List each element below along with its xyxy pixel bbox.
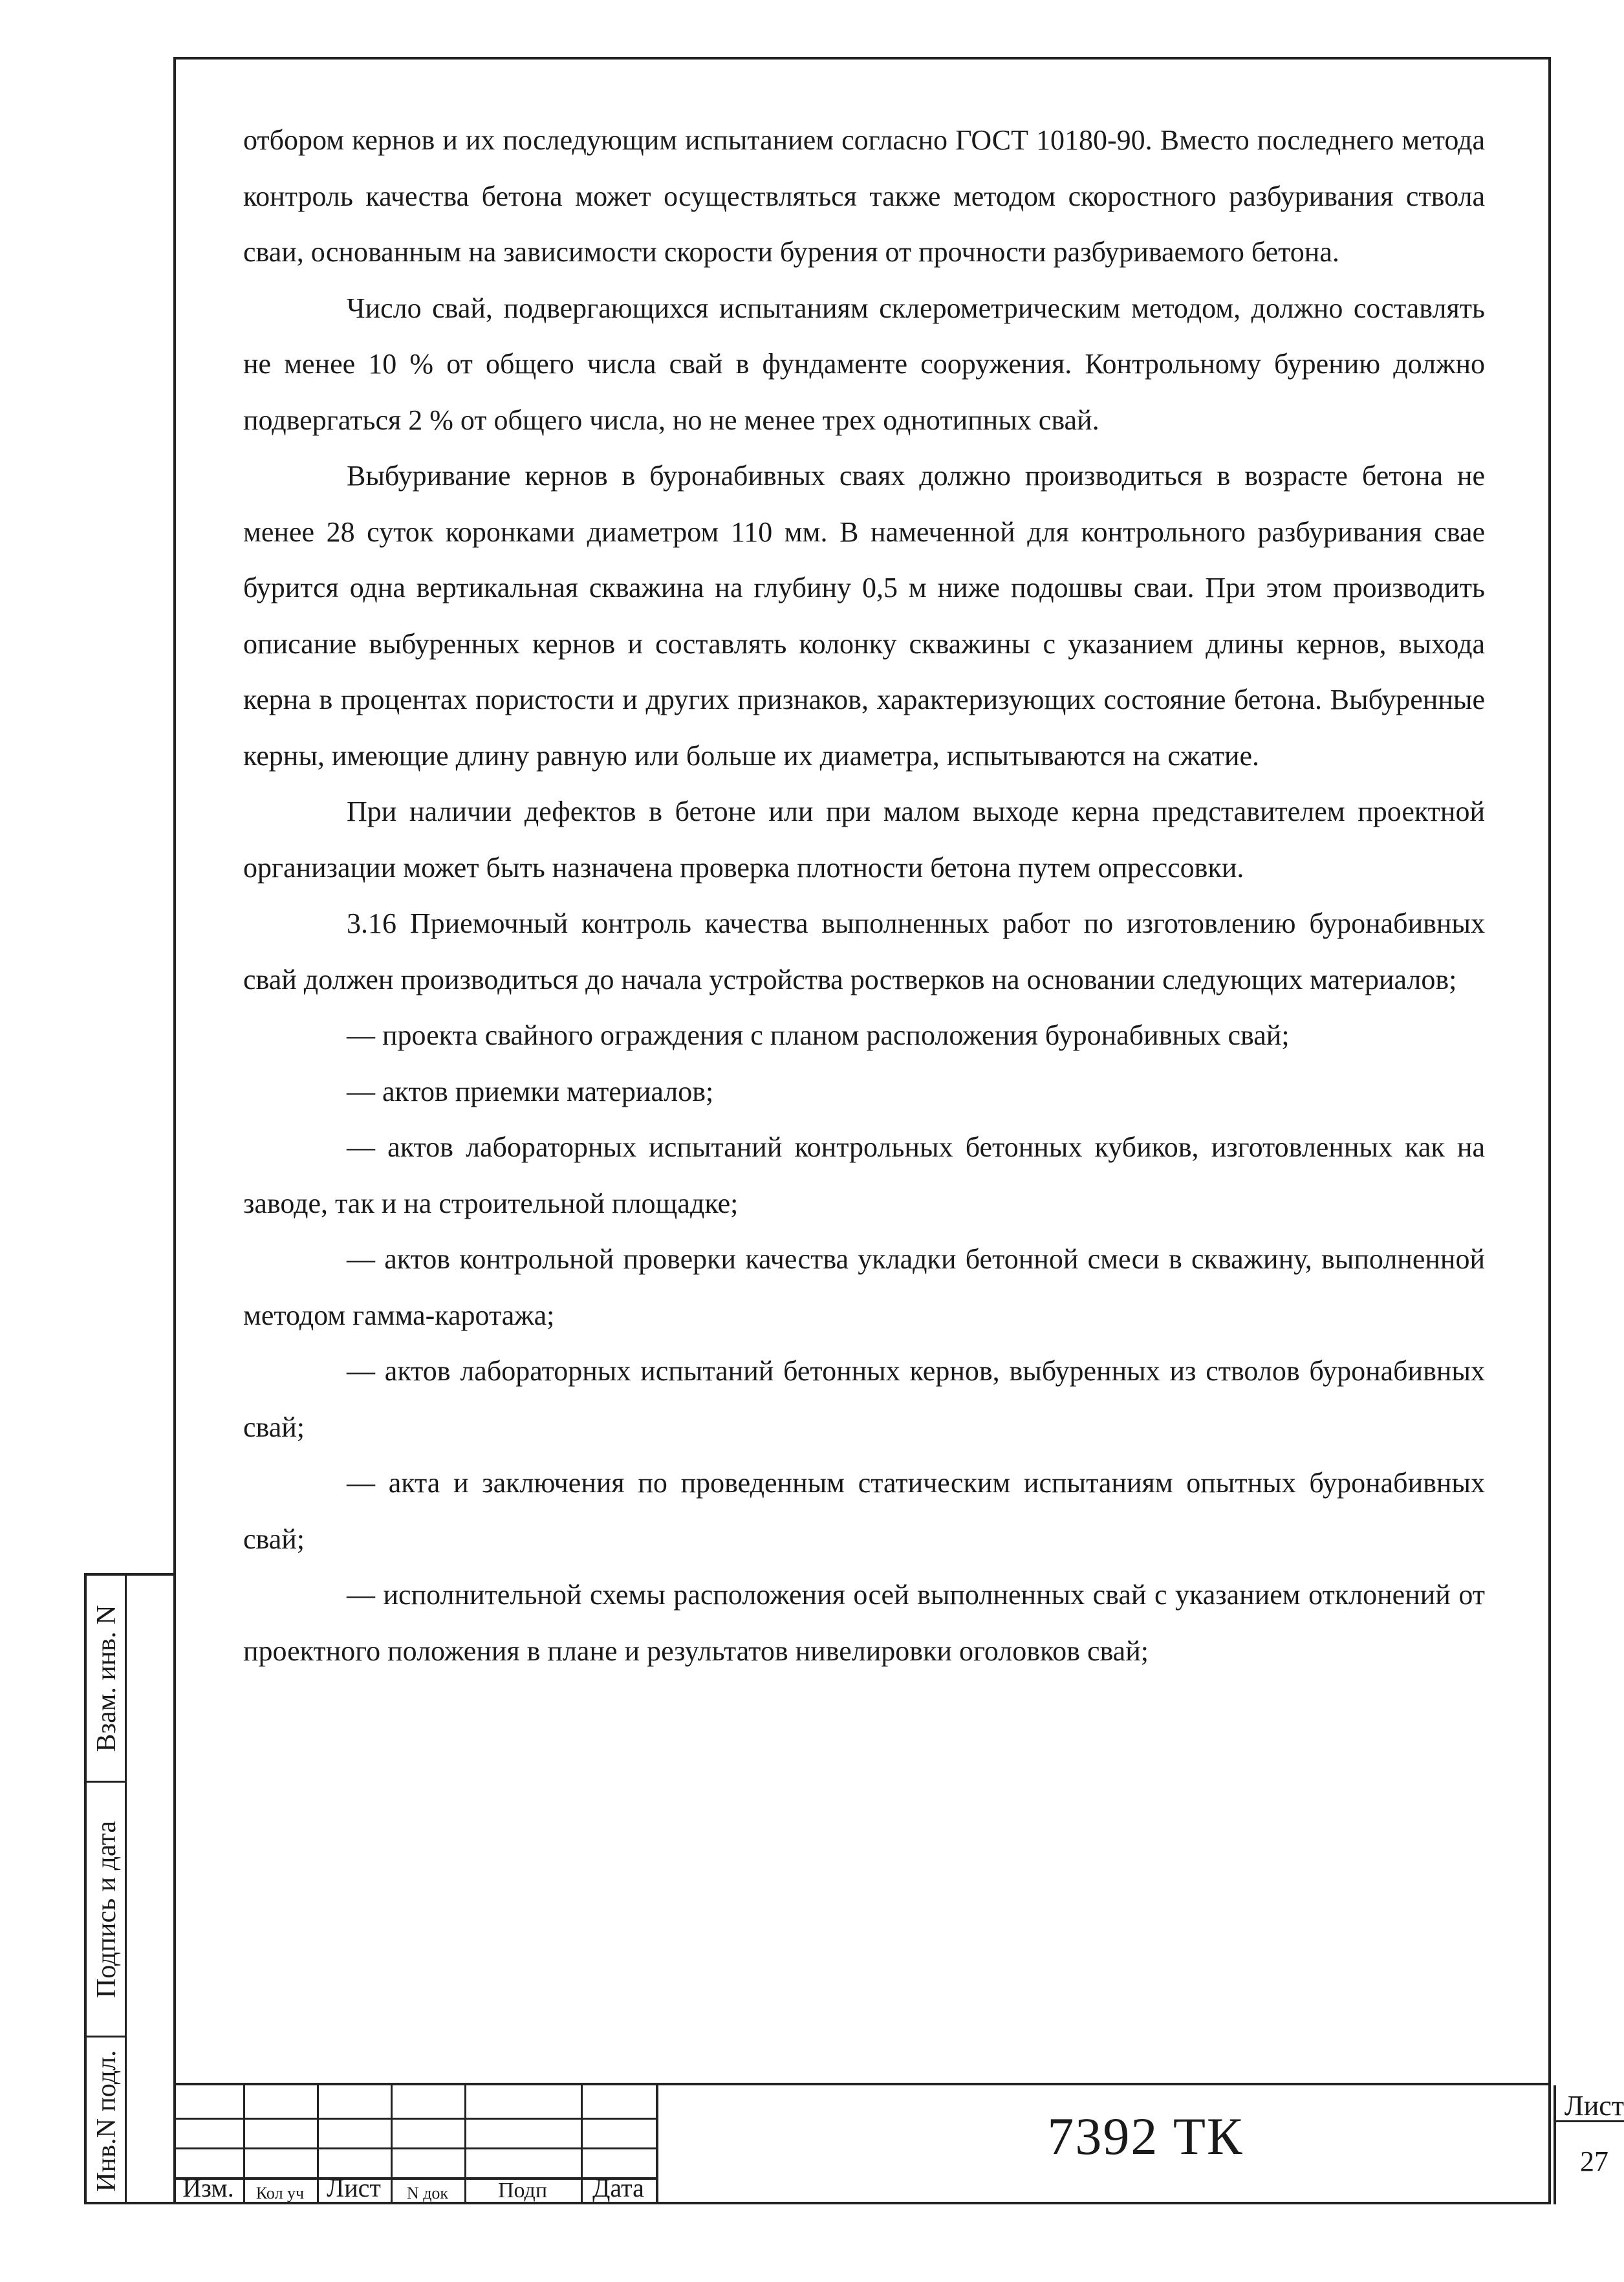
paragraph: отбором кернов и их последующим испытанием согласно ГОСТ 10180-90. Вместо последнего метода контроль качества бетона может осуществляться также методом скоростного разбуривания ствола сваи, основанным на зависимости скорости бурения от прочности разбуриваемого бетона.	[243, 124, 1485, 268]
paragraph: Выбуривание кернов в буронабивных сваях должно производиться в возрасте бетона не менее 28 суток коронками диаметром 110 мм. В намеченной для контрольного разбуривания свае бурится одна вертикальная скважина на глубину 0,5 м ниже подошвы сваи. При этом производить описание выбуренных кернов и составлять колонку скважины с указанием длины кернов, выхода керна в процентах пористости и других признаков, характеризующих состояние бетона. Выбуренные керны, имеющие длину равную или больше их диаметра, испытываются на сжатие.	[243, 460, 1485, 772]
sheet-number: 27	[1580, 2146, 1608, 2177]
data-header: Дата	[592, 2173, 644, 2202]
izm-header: Изм.	[182, 2173, 234, 2202]
list-item: — актов лабораторных испытаний контрольных бетонных кубиков, изготовленных как на заводе, так и на строительной площадке;	[243, 1131, 1485, 1219]
kol-uch-header: Кол уч	[255, 2184, 305, 2202]
margin-stamp-value-column	[127, 1576, 173, 2202]
paragraph: Число свай, подвергающихся испытаниям склерометрическим методом, должно составлять не менее 10 % от общего числа свай в фундаменте сооружения. Контрольному бурению должно подвергаться 2 % от общего числа, но не менее трех однотипных свай.	[243, 292, 1485, 436]
podpis-data-cell	[87, 1783, 127, 2038]
title-block-main	[656, 2085, 1624, 2204]
paragraph: 3.16 Приемочный контроль качества выполненных работ по изготовлению буронабивных свай должен производиться до начала устройства ростверков на основании следующих материалов;	[243, 907, 1485, 995]
podp-header: Подп	[497, 2179, 548, 2202]
list-item: — проекта свайного ограждения с планом расположения буронабивных свай;	[347, 1019, 1290, 1051]
title-block	[173, 2083, 1624, 2204]
list-item: — исполнительной схемы расположения осей выполненных свай с указанием отклонений от проектного положения в плане и результатов нивелировки оголовков свай;	[243, 1579, 1485, 1667]
list-item: — актов приемки материалов;	[347, 1075, 714, 1107]
sheet-label: Лист	[1556, 2089, 1624, 2122]
paragraph: При наличии дефектов в бетоне или при малом выходе керна представителем проектной организации может быть назначена проверка плотности бетона путем опрессовки.	[243, 796, 1485, 884]
revision-grid	[173, 2085, 656, 2204]
list-header: Лист	[327, 2173, 381, 2202]
sheet-box	[1554, 2085, 1624, 2204]
inv-podl-label: Инв.N подл.	[92, 2050, 122, 2192]
podpis-data-label: Подпись и дата	[92, 1820, 122, 1998]
document-code: 7392 ТК	[1047, 2107, 1244, 2166]
margin-stamp	[84, 1573, 173, 2204]
list-item: — актов контрольной проверки качества укладки бетонной смеси в скважину, выполненной методом гамма-каротажа;	[243, 1243, 1485, 1331]
inv-podl-cell	[87, 2038, 127, 2204]
list-item: — акта и заключения по проведенным статическим испытаниям опытных буронабивных свай;	[243, 1467, 1485, 1555]
vzam-inv-cell	[87, 1576, 127, 1783]
n-dok-header: N док	[406, 2184, 449, 2202]
list-item: — актов лабораторных испытаний бетонных кернов, выбуренных из стволов буронабивных свай;	[243, 1355, 1485, 1443]
vzam-inv-label: Взам. инв. N	[92, 1605, 122, 1752]
margin-stamp-label-column	[87, 1576, 127, 2202]
document-body	[243, 113, 1485, 1679]
